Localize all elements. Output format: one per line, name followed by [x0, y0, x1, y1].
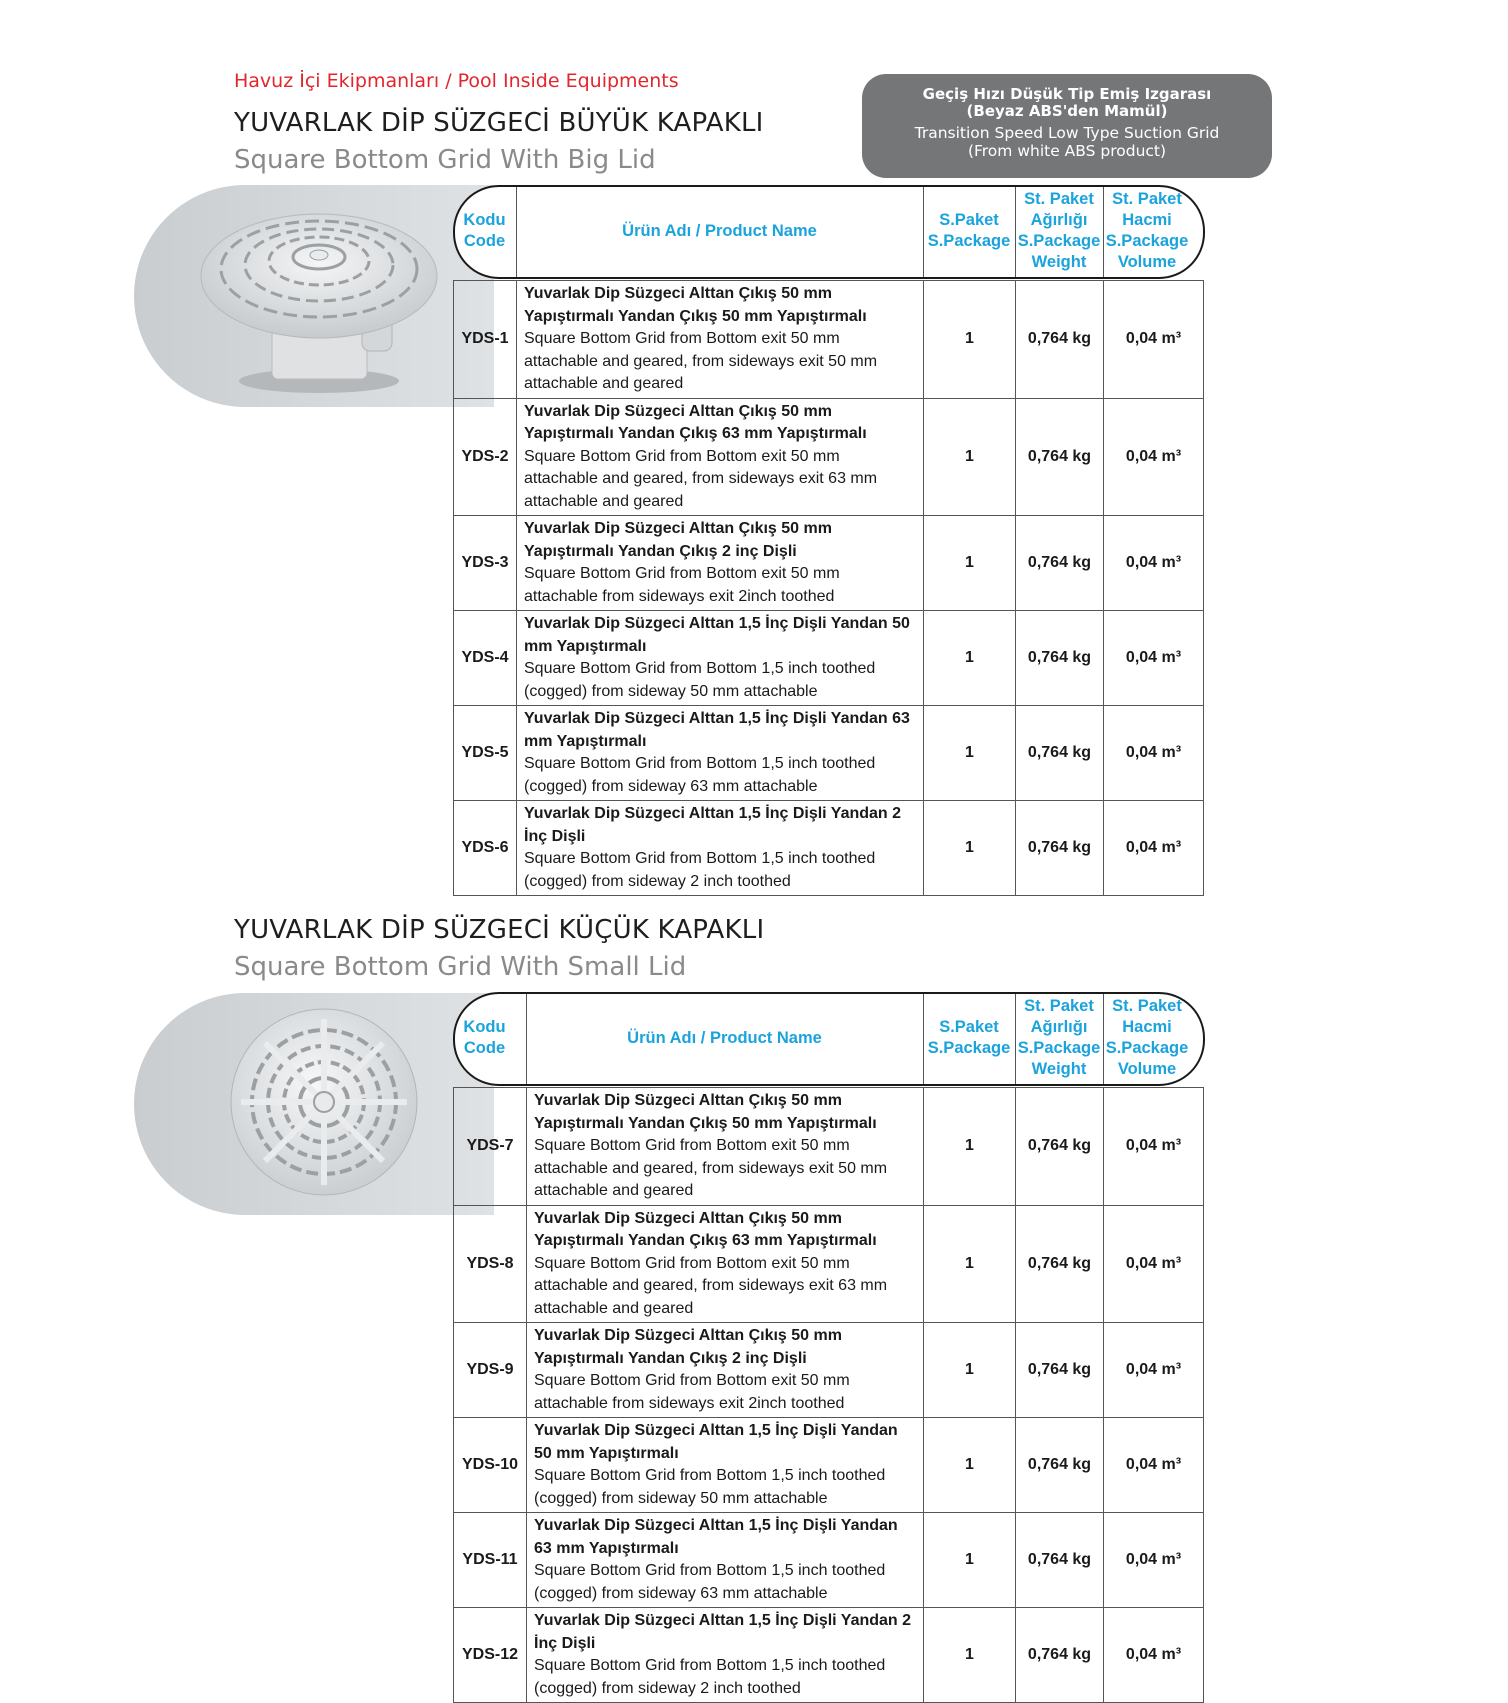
- package-count: 1: [924, 281, 1016, 399]
- package-count: 1: [924, 611, 1016, 706]
- product-code: YDS-9: [454, 1323, 527, 1418]
- table-row: [454, 1418, 1204, 1513]
- product-code: YDS-6: [454, 801, 517, 896]
- package-weight: 0,764 kg: [1016, 398, 1104, 516]
- product-code: YDS-1: [454, 281, 517, 399]
- package-weight: 0,764 kg: [1016, 801, 1104, 896]
- product-code: YDS-3: [454, 516, 517, 611]
- info-box-line-1: Geçiş Hızı Düşük Tip Emiş Izgarası: [922, 85, 1212, 103]
- package-weight: 0,764 kg: [1016, 706, 1104, 801]
- breadcrumb: Havuz İçi Ekipmanları / Pool Inside Equipments: [234, 70, 679, 92]
- product-name: Yuvarlak Dip Süzgeci Alttan Çıkış 50 mm Yapıştırmalı Yandan Çıkış 63 mm Yapıştırmalı Square Bottom Grid from Bottom exit 50 mm attachable and geared, from sideways exit 63 mm attachable and geared: [527, 1205, 924, 1323]
- product-name: Yuvarlak Dip Süzgeci Alttan Çıkış 50 mm Yapıştırmalı Yandan Çıkış 50 mm Yapıştırmalı Square Bottom Grid from Bottom exit 50 mm attachable and geared, from sideways exit 50 mm attachable and geared: [527, 1088, 924, 1206]
- section-title-tr: YUVARLAK DİP SÜZGECİ BÜYÜK KAPAKLI: [234, 108, 764, 138]
- product-code: YDS-4: [454, 611, 517, 706]
- info-box-line-4: (From white ABS product): [967, 142, 1167, 160]
- package-count: 1: [924, 1418, 1016, 1513]
- product-name: Yuvarlak Dip Süzgeci Alttan Çıkış 50 mm Yapıştırmalı Yandan Çıkış 63 mm Yapıştırmalı Square Bottom Grid from Bottom exit 50 mm attachable and geared, from sideways exit 63 mm attachable and geared: [517, 398, 924, 516]
- table-row: [454, 1205, 1204, 1323]
- package-weight: 0,764 kg: [1016, 1088, 1104, 1206]
- section-title-en: Square Bottom Grid With Small Lid: [234, 952, 687, 982]
- package-count: 1: [924, 1088, 1016, 1206]
- product-code: YDS-5: [454, 706, 517, 801]
- package-weight: 0,764 kg: [1016, 1205, 1104, 1323]
- product-name: Yuvarlak Dip Süzgeci Alttan 1,5 İnç Dişli Yandan 2 İnç Dişli Square Bottom Grid from Bottom 1,5 inch toothed (cogged) from sideway 2 inch toothed: [517, 801, 924, 896]
- header-code: Kodu Code: [463, 1018, 506, 1057]
- table-row: [454, 1088, 1204, 1206]
- info-box-line-3: Transition Speed Low Type Suction Grid: [914, 124, 1220, 142]
- package-weight: 0,764 kg: [1016, 1608, 1104, 1703]
- table-row: [454, 281, 1204, 399]
- package-count: 1: [924, 801, 1016, 896]
- package-weight: 0,764 kg: [1016, 1418, 1104, 1513]
- package-count: 1: [924, 1513, 1016, 1608]
- product-name: Yuvarlak Dip Süzgeci Alttan 1,5 İnç Dişli Yandan 50 mm Yapıştırmalı Square Bottom Grid from Bottom 1,5 inch toothed (cogged) from sideway 50 mm attachable: [517, 611, 924, 706]
- package-volume: 0,04 m³: [1104, 1608, 1204, 1703]
- package-volume: 0,04 m³: [1104, 281, 1204, 399]
- table-row: [454, 611, 1204, 706]
- package-weight: 0,764 kg: [1016, 611, 1104, 706]
- info-box: [862, 74, 1272, 178]
- product-name: Yuvarlak Dip Süzgeci Alttan Çıkış 50 mm Yapıştırmalı Yandan Çıkış 50 mm Yapıştırmalı Square Bottom Grid from Bottom exit 50 mm attachable and geared, from sideways exit 50 mm attachable and geared: [517, 281, 924, 399]
- section-title-en: Square Bottom Grid With Big Lid: [234, 145, 656, 175]
- section-title-tr: YUVARLAK DİP SÜZGECİ KÜÇÜK KAPAKLI: [234, 915, 765, 945]
- product-table-big-lid: [453, 280, 1204, 896]
- table-row: [454, 801, 1204, 896]
- table-header: [453, 185, 1203, 277]
- header-code: Kodu Code: [463, 211, 506, 250]
- package-volume: 0,04 m³: [1104, 1205, 1204, 1323]
- package-volume: 0,04 m³: [1104, 516, 1204, 611]
- package-volume: 0,04 m³: [1104, 1088, 1204, 1206]
- product-name: Yuvarlak Dip Süzgeci Alttan 1,5 İnç Dişli Yandan 2 İnç Dişli Square Bottom Grid from Bottom 1,5 inch toothed (cogged) from sideway 2 inch toothed: [527, 1608, 924, 1703]
- package-count: 1: [924, 706, 1016, 801]
- header-product-name: Ürün Adı / Product Name: [627, 1028, 822, 1047]
- product-name: Yuvarlak Dip Süzgeci Alttan 1,5 İnç Dişli Yandan 63 mm Yapıştırmalı Square Bottom Grid from Bottom 1,5 inch toothed (cogged) from sideway 63 mm attachable: [517, 706, 924, 801]
- package-weight: 0,764 kg: [1016, 1513, 1104, 1608]
- header-product-name: Ürün Adı / Product Name: [622, 221, 817, 240]
- table-row: [454, 1608, 1204, 1703]
- product-photo-small-lid: [134, 993, 494, 1215]
- table-row: [454, 706, 1204, 801]
- package-weight: 0,764 kg: [1016, 516, 1104, 611]
- package-weight: 0,764 kg: [1016, 281, 1104, 399]
- header-weight: St. Paket Ağırlığı S.Package Weight: [1017, 190, 1101, 271]
- package-volume: 0,04 m³: [1104, 706, 1204, 801]
- product-code: YDS-2: [454, 398, 517, 516]
- package-count: 1: [924, 1323, 1016, 1418]
- table-row: [454, 1513, 1204, 1608]
- product-code: YDS-11: [454, 1513, 527, 1608]
- table-row: [454, 1323, 1204, 1418]
- product-name: Yuvarlak Dip Süzgeci Alttan 1,5 İnç Dişli Yandan 50 mm Yapıştırmalı Square Bottom Grid from Bottom 1,5 inch toothed (cogged) from sideway 50 mm attachable: [527, 1418, 924, 1513]
- product-name: Yuvarlak Dip Süzgeci Alttan Çıkış 50 mm Yapıştırmalı Yandan Çıkış 2 inç Dişli Square Bottom Grid from Bottom exit 50 mm attachable from sideways exit 2inch toothed: [527, 1323, 924, 1418]
- package-volume: 0,04 m³: [1104, 1418, 1204, 1513]
- package-count: 1: [924, 516, 1016, 611]
- header-volume: St. Paket Hacmi S.Package Volume: [1105, 190, 1189, 271]
- product-name: Yuvarlak Dip Süzgeci Alttan Çıkış 50 mm Yapıştırmalı Yandan Çıkış 2 inç Dişli Square Bottom Grid from Bottom exit 50 mm attachable from sideways exit 2inch toothed: [517, 516, 924, 611]
- header-package: S.Paket S.Package: [927, 211, 1011, 250]
- header-weight: St. Paket Ağırlığı S.Package Weight: [1017, 997, 1101, 1078]
- product-name: Yuvarlak Dip Süzgeci Alttan 1,5 İnç Dişli Yandan 63 mm Yapıştırmalı Square Bottom Grid from Bottom 1,5 inch toothed (cogged) from sideway 63 mm attachable: [527, 1513, 924, 1608]
- product-table-small-lid: [453, 1087, 1204, 1703]
- product-code: YDS-7: [454, 1088, 527, 1206]
- table-row: [454, 398, 1204, 516]
- package-count: 1: [924, 1608, 1016, 1703]
- product-code: YDS-10: [454, 1418, 527, 1513]
- table-row: [454, 516, 1204, 611]
- suction-grid-big-lid-image: [194, 191, 474, 401]
- info-box-line-2: (Beyaz ABS'den Mamül): [966, 102, 1168, 120]
- table-header: [453, 992, 1203, 1084]
- suction-grid-small-lid-image: [224, 999, 424, 1209]
- package-volume: 0,04 m³: [1104, 398, 1204, 516]
- package-volume: 0,04 m³: [1104, 1323, 1204, 1418]
- header-package: S.Paket S.Package: [927, 1018, 1011, 1057]
- package-count: 1: [924, 398, 1016, 516]
- package-count: 1: [924, 1205, 1016, 1323]
- package-volume: 0,04 m³: [1104, 611, 1204, 706]
- header-volume: St. Paket Hacmi S.Package Volume: [1105, 997, 1189, 1078]
- product-photo-big-lid: [134, 185, 494, 407]
- product-code: YDS-8: [454, 1205, 527, 1323]
- product-code: YDS-12: [454, 1608, 527, 1703]
- package-volume: 0,04 m³: [1104, 801, 1204, 896]
- package-volume: 0,04 m³: [1104, 1513, 1204, 1608]
- package-weight: 0,764 kg: [1016, 1323, 1104, 1418]
